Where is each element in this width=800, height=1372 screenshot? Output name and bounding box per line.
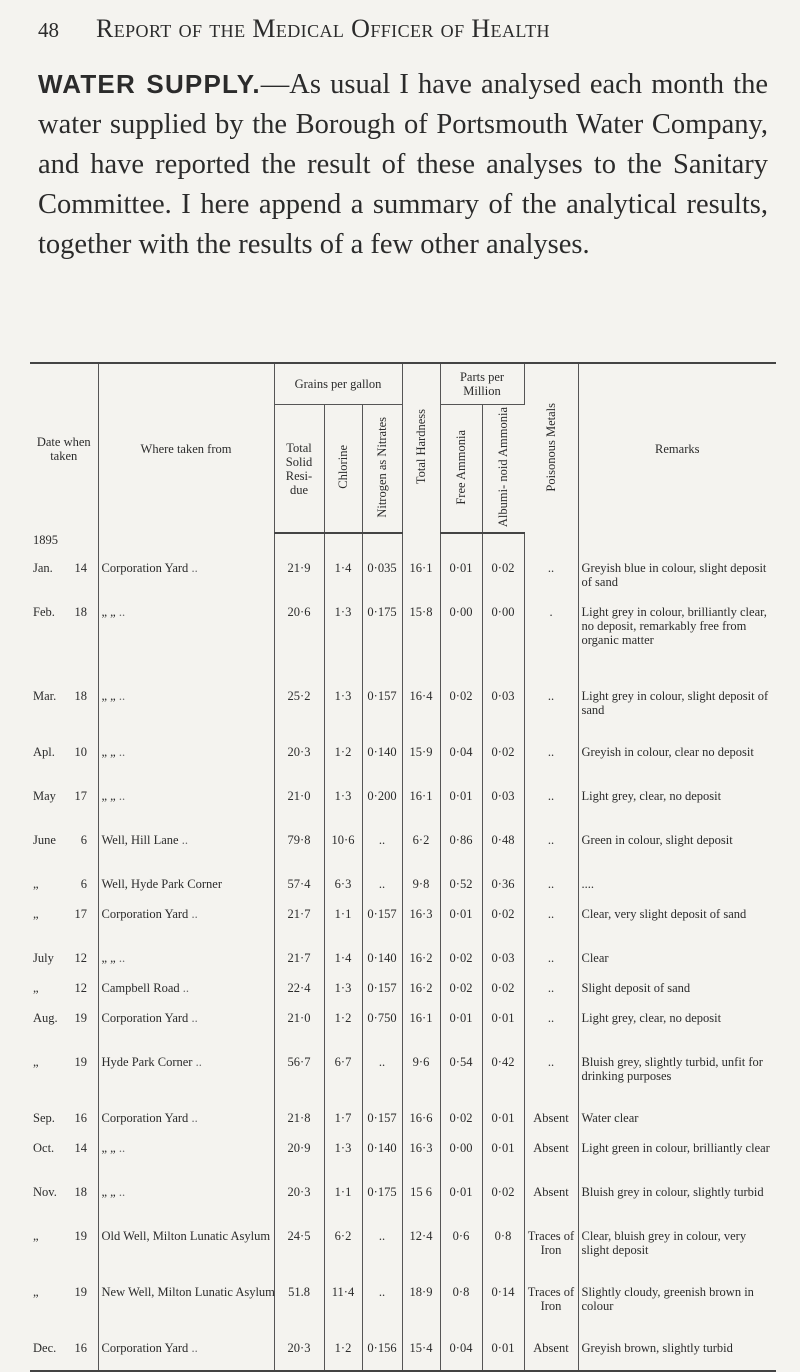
- cell-place-dots: ..: [195, 1055, 202, 1070]
- cell-nitrogen: 0·200: [362, 789, 402, 833]
- cell-chlorine: 1·3: [324, 689, 362, 745]
- cell-poisonous-metals: ..: [524, 689, 578, 745]
- cell-place-dots: ..: [118, 1185, 126, 1200]
- cell-nitrogen: ..: [362, 1285, 402, 1341]
- header-total-solid: Total Solid Resi- due: [274, 405, 324, 534]
- cell-place-text: Well, Hyde Park Corner: [101, 877, 222, 892]
- cell-remarks: ....: [581, 877, 594, 892]
- cell-total-solid: 56·7: [274, 1055, 324, 1111]
- cell-place: [98, 1111, 274, 1141]
- cell-remarks: Greyish brown, slightly turbid: [578, 1341, 776, 1371]
- cell-place-text: „ „: [101, 1185, 116, 1200]
- cell-albuminoid-ammonia: 0·03: [482, 689, 524, 745]
- cell-chlorine: 6·7: [324, 1055, 362, 1111]
- cell-hardness: 9·8: [402, 877, 440, 907]
- cell-albuminoid-ammonia: 0·02: [482, 907, 524, 951]
- cell-free-ammonia: 0·52: [440, 877, 482, 907]
- cell-month: „: [33, 981, 39, 996]
- cell-total-solid: 20·3: [274, 1185, 324, 1229]
- cell-place-text: Corporation Yard: [101, 1111, 189, 1126]
- cell-month: Nov.: [33, 1185, 57, 1200]
- cell-free-ammonia: 0·8: [440, 1285, 482, 1341]
- cell-date: [30, 1055, 98, 1111]
- cell-place: [98, 1055, 274, 1111]
- header-place: Where taken from: [98, 363, 274, 533]
- cell-poisonous-metals: Absent: [524, 1185, 578, 1229]
- header-parts-group: Parts per Million: [440, 363, 524, 405]
- cell-chlorine: 11·4: [324, 1285, 362, 1341]
- cell-total-solid: 57·4: [274, 877, 324, 907]
- cell-month: July: [33, 951, 54, 966]
- cell-albuminoid-ammonia: 0·02: [482, 745, 524, 789]
- cell-place-text: Hyde Park Corner: [101, 1055, 193, 1070]
- cell-nitrogen: ..: [362, 1055, 402, 1111]
- cell-hardness: 12·4: [402, 1229, 440, 1285]
- cell-hardness: 16·2: [402, 951, 440, 981]
- cell-place: [98, 789, 274, 833]
- cell-place: [98, 951, 274, 981]
- cell-nitrogen: 0·157: [362, 689, 402, 745]
- cell-free-ammonia: 0·01: [440, 1011, 482, 1055]
- table-row: [30, 833, 776, 877]
- cell-remarks: Water clear: [581, 1111, 639, 1126]
- header-chlorine: Chlorine: [324, 405, 362, 534]
- cell-day: 19: [74, 1055, 87, 1070]
- cell-place: [98, 1229, 274, 1285]
- header-remarks: Remarks: [578, 363, 776, 533]
- cell-day: 14: [74, 561, 87, 576]
- cell-place-dots: ..: [191, 561, 198, 576]
- cell-albuminoid-ammonia: 0·48: [482, 833, 524, 877]
- cell-place-text: „ „: [101, 605, 116, 620]
- cell-chlorine: 1·3: [324, 605, 362, 689]
- cell-free-ammonia: 0·01: [440, 789, 482, 833]
- cell-remarks: Greyish in colour, clear no deposit: [581, 745, 754, 760]
- cell-date: [30, 951, 98, 981]
- page-header: [0, 0, 800, 60]
- cell-total-solid: 25·2: [274, 689, 324, 745]
- header-grains-group: Grains per gallon: [274, 363, 402, 405]
- table-row: [30, 561, 776, 605]
- cell-day: 16: [74, 1341, 87, 1356]
- cell-date: [30, 1229, 98, 1285]
- table-row: [30, 789, 776, 833]
- intro-paragraph: [38, 64, 768, 265]
- table-row: [30, 1111, 776, 1141]
- cell-chlorine: 1·7: [324, 1111, 362, 1141]
- cell-month: Feb.: [33, 605, 55, 620]
- cell-place-text: Corporation Yard: [101, 561, 189, 576]
- table-row: [30, 1141, 776, 1185]
- cell-nitrogen: 0·175: [362, 605, 402, 689]
- table-row: [30, 745, 776, 789]
- cell-chlorine: 1·2: [324, 1011, 362, 1055]
- cell-date: [30, 789, 98, 833]
- cell-place: [98, 1011, 274, 1055]
- cell-free-ammonia: 0·02: [440, 951, 482, 981]
- table-row: [30, 1185, 776, 1229]
- cell-day: 10: [74, 745, 87, 760]
- cell-day: 18: [74, 1185, 87, 1200]
- cell-total-solid: 21·9: [274, 561, 324, 605]
- cell-month: „: [33, 1229, 39, 1244]
- cell-total-solid: 20·9: [274, 1141, 324, 1185]
- intro-text: —As usual I have analysed each month the water supplied by the Borough of Portsmouth Water Company, and have reported the result of these analyses to the Sanitary Committee. I here append a summary of the analytical results, together with the results of a few other analyses.: [38, 69, 768, 260]
- cell-remarks: Light grey in colour, slight deposit of sand: [581, 689, 769, 718]
- cell-poisonous-metals: .: [524, 605, 578, 689]
- cell-albuminoid-ammonia: 0·14: [482, 1285, 524, 1341]
- table-row: [30, 1285, 776, 1341]
- section-heading: WATER SUPPLY.: [38, 69, 261, 99]
- cell-nitrogen: 0·175: [362, 1185, 402, 1229]
- cell-day: 12: [74, 951, 87, 966]
- cell-place: [98, 605, 274, 689]
- cell-hardness: 9·6: [402, 1055, 440, 1111]
- cell-month: „: [33, 1055, 39, 1070]
- cell-place-text: „ „: [101, 1141, 116, 1156]
- cell-month: Oct.: [33, 1141, 55, 1156]
- cell-place-text: Well, Hill Lane: [101, 833, 179, 848]
- cell-remarks: Green in colour, slight deposit: [581, 833, 733, 848]
- cell-place-text: Corporation Yard: [101, 1341, 189, 1356]
- cell-date: [30, 745, 98, 789]
- cell-total-solid: 21·0: [274, 789, 324, 833]
- cell-chlorine: 1·1: [324, 1185, 362, 1229]
- cell-chlorine: 6·2: [324, 1229, 362, 1285]
- cell-free-ammonia: 0·02: [440, 981, 482, 1011]
- cell-poisonous-metals: ..: [524, 1011, 578, 1055]
- table-row: [30, 951, 776, 981]
- cell-remarks: Clear, very slight deposit of sand: [581, 907, 747, 922]
- cell-poisonous-metals: ..: [524, 561, 578, 605]
- cell-place: [98, 745, 274, 789]
- cell-date: [30, 689, 98, 745]
- cell-free-ammonia: 0·01: [440, 1185, 482, 1229]
- cell-place-text: Old Well, Milton Lunatic Asylum: [101, 1229, 271, 1244]
- cell-day: 18: [74, 689, 87, 704]
- table-row: [30, 907, 776, 951]
- cell-place-text: „ „: [101, 789, 116, 804]
- table-row: [30, 689, 776, 745]
- cell-nitrogen: 0·140: [362, 951, 402, 981]
- cell-free-ammonia: 0·6: [440, 1229, 482, 1285]
- cell-chlorine: 1·3: [324, 1141, 362, 1185]
- year-row: [30, 533, 776, 561]
- cell-poisonous-metals: Traces of Iron: [524, 1229, 578, 1285]
- cell-free-ammonia: 0·00: [440, 1141, 482, 1185]
- cell-free-ammonia: 0·01: [440, 907, 482, 951]
- table-row: [30, 605, 776, 689]
- cell-month: „: [33, 877, 39, 892]
- cell-place-dots: ..: [191, 1111, 198, 1126]
- cell-albuminoid-ammonia: 0·02: [482, 1185, 524, 1229]
- cell-day: 16: [74, 1111, 87, 1126]
- cell-chlorine: 10·6: [324, 833, 362, 877]
- cell-place-text: Corporation Yard: [101, 907, 189, 922]
- cell-place: [98, 1141, 274, 1185]
- water-analysis-table: [30, 362, 776, 1372]
- cell-poisonous-metals: ..: [524, 789, 578, 833]
- cell-total-solid: 20·3: [274, 745, 324, 789]
- table-row: [30, 1011, 776, 1055]
- cell-poisonous-metals: ..: [524, 833, 578, 877]
- cell-total-solid: 79·8: [274, 833, 324, 877]
- cell-hardness: 15·8: [402, 605, 440, 689]
- cell-place: [98, 981, 274, 1011]
- cell-nitrogen: ..: [362, 833, 402, 877]
- cell-chlorine: 1·4: [324, 951, 362, 981]
- cell-place-dots: ..: [191, 1011, 198, 1026]
- cell-total-solid: 20·6: [274, 605, 324, 689]
- cell-remarks: Bluish grey, slightly turbid, unfit for drinking purposes: [581, 1055, 763, 1084]
- cell-hardness: 15·9: [402, 745, 440, 789]
- cell-date: [30, 1341, 98, 1371]
- cell-place-text: „ „: [101, 745, 116, 760]
- cell-month: „: [33, 1285, 39, 1300]
- cell-total-solid: 21·7: [274, 951, 324, 981]
- cell-nitrogen: 0·750: [362, 1011, 402, 1055]
- cell-remarks: Slightly cloudy, greenish brown in colour: [581, 1285, 754, 1314]
- cell-total-solid: 51.8: [274, 1285, 324, 1341]
- cell-place: [98, 833, 274, 877]
- header-albuminoid-ammonia: Albumi- noid Ammonia: [482, 405, 524, 534]
- cell-day: 18: [74, 605, 87, 620]
- cell-nitrogen: ..: [362, 1229, 402, 1285]
- cell-albuminoid-ammonia: 0·8: [482, 1229, 524, 1285]
- cell-albuminoid-ammonia: 0·03: [482, 789, 524, 833]
- cell-place-dots: ..: [118, 745, 126, 760]
- cell-poisonous-metals: ..: [524, 951, 578, 981]
- cell-nitrogen: ..: [362, 877, 402, 907]
- cell-hardness: 6·2: [402, 833, 440, 877]
- cell-date: [30, 1011, 98, 1055]
- cell-poisonous-metals: ..: [524, 907, 578, 951]
- cell-total-solid: 21·8: [274, 1111, 324, 1141]
- cell-remarks: Bluish grey in colour, slightly turbid: [581, 1185, 764, 1200]
- cell-remarks: Light grey in colour, brilliantly clear, no deposit, remarkably free from organic matter: [581, 605, 767, 648]
- cell-poisonous-metals: ..: [524, 1055, 578, 1111]
- cell-place-dots: ..: [118, 1141, 126, 1156]
- cell-total-solid: 21·0: [274, 1011, 324, 1055]
- table-row: [30, 877, 776, 907]
- table-row: [30, 1055, 776, 1111]
- cell-hardness: 16·1: [402, 789, 440, 833]
- cell-albuminoid-ammonia: 0·36: [482, 877, 524, 907]
- cell-remarks: Clear, bluish grey in colour, very slight deposit: [581, 1229, 747, 1258]
- cell-place-dots: ..: [191, 907, 198, 922]
- cell-nitrogen: 0·140: [362, 1141, 402, 1185]
- cell-place-text: „ „: [101, 689, 116, 704]
- cell-hardness: 16·2: [402, 981, 440, 1011]
- cell-date: [30, 1141, 98, 1185]
- cell-total-solid: 24·5: [274, 1229, 324, 1285]
- cell-remarks: Greyish blue in colour, slight deposit of sand: [581, 561, 767, 590]
- cell-day: 19: [74, 1285, 87, 1300]
- cell-place-dots: ..: [118, 605, 126, 620]
- header-free-ammonia: Free Ammonia: [440, 405, 482, 534]
- cell-month: Mar.: [33, 689, 57, 704]
- cell-hardness: 16·3: [402, 907, 440, 951]
- cell-place-text: „ „: [101, 951, 116, 966]
- cell-place-dots: ..: [191, 1341, 198, 1356]
- cell-albuminoid-ammonia: 0·42: [482, 1055, 524, 1111]
- cell-month: Sep.: [33, 1111, 55, 1126]
- cell-hardness: 16·6: [402, 1111, 440, 1141]
- cell-nitrogen: 0·156: [362, 1341, 402, 1371]
- cell-poisonous-metals: Absent: [524, 1111, 578, 1141]
- cell-poisonous-metals: ..: [524, 745, 578, 789]
- cell-albuminoid-ammonia: 0·01: [482, 1141, 524, 1185]
- running-title: Report of the Medical Officer of Health: [96, 14, 550, 43]
- cell-free-ammonia: 0·04: [440, 745, 482, 789]
- cell-chlorine: 1·2: [324, 745, 362, 789]
- cell-albuminoid-ammonia: 0·01: [482, 1341, 524, 1371]
- header-date: Date when taken: [30, 363, 98, 533]
- cell-day: 6: [80, 877, 87, 892]
- cell-day: 14: [74, 1141, 87, 1156]
- cell-remarks: Light grey, clear, no deposit: [581, 789, 722, 804]
- cell-hardness: 15·4: [402, 1341, 440, 1371]
- header-metals: Poisonous Metals: [524, 363, 578, 533]
- cell-free-ammonia: 0·01: [440, 561, 482, 605]
- cell-month: Dec.: [33, 1341, 57, 1356]
- cell-place-text: Corporation Yard: [101, 1011, 189, 1026]
- cell-free-ammonia: 0·04: [440, 1341, 482, 1371]
- cell-month: Jan.: [33, 561, 53, 576]
- cell-date: [30, 561, 98, 605]
- cell-place-dots: ..: [181, 833, 188, 848]
- cell-hardness: 16·1: [402, 561, 440, 605]
- cell-albuminoid-ammonia: 0·02: [482, 981, 524, 1011]
- cell-place-dots: ..: [118, 951, 126, 966]
- cell-free-ammonia: 0·86: [440, 833, 482, 877]
- cell-date: [30, 605, 98, 689]
- cell-day: 19: [74, 1229, 87, 1244]
- cell-date: [30, 877, 98, 907]
- cell-nitrogen: 0·157: [362, 1111, 402, 1141]
- header-hardness: Total Hardness: [402, 363, 440, 533]
- cell-total-solid: 21·7: [274, 907, 324, 951]
- cell-date: [30, 1111, 98, 1141]
- cell-place: [98, 1285, 274, 1341]
- cell-poisonous-metals: Absent: [524, 1341, 578, 1371]
- cell-date: [30, 981, 98, 1011]
- cell-date: [30, 833, 98, 877]
- cell-place-text: Campbell Road: [101, 981, 180, 996]
- cell-month: Apl.: [33, 745, 55, 760]
- cell-month: June: [33, 833, 56, 848]
- cell-date: [30, 1185, 98, 1229]
- cell-chlorine: 1·3: [324, 789, 362, 833]
- cell-chlorine: 1·4: [324, 561, 362, 605]
- cell-chlorine: 1·1: [324, 907, 362, 951]
- cell-place-dots: ..: [182, 981, 189, 996]
- table-row: [30, 1229, 776, 1285]
- cell-month: May: [33, 789, 56, 804]
- cell-nitrogen: 0·035: [362, 561, 402, 605]
- cell-remarks: Light green in colour, brilliantly clear: [581, 1141, 770, 1156]
- cell-total-solid: 22·4: [274, 981, 324, 1011]
- cell-hardness: 15 6: [402, 1185, 440, 1229]
- cell-nitrogen: 0·140: [362, 745, 402, 789]
- cell-total-solid: 20·3: [274, 1341, 324, 1371]
- cell-free-ammonia: 0·00: [440, 605, 482, 689]
- cell-hardness: 16·1: [402, 1011, 440, 1055]
- cell-place-dots: ..: [118, 789, 126, 804]
- cell-free-ammonia: 0·54: [440, 1055, 482, 1111]
- cell-chlorine: 1·3: [324, 981, 362, 1011]
- cell-day: 19: [74, 1011, 87, 1026]
- cell-chlorine: 6·3: [324, 877, 362, 907]
- cell-albuminoid-ammonia: 0·03: [482, 951, 524, 981]
- cell-albuminoid-ammonia: 0·01: [482, 1111, 524, 1141]
- cell-day: 17: [74, 907, 87, 922]
- cell-date: [30, 1285, 98, 1341]
- cell-nitrogen: 0·157: [362, 907, 402, 951]
- cell-poisonous-metals: ..: [524, 981, 578, 1011]
- cell-place: [98, 1341, 274, 1371]
- cell-place: [98, 561, 274, 605]
- header-nitrogen: Nitrogen as Nitrates: [362, 405, 402, 534]
- cell-hardness: 16·3: [402, 1141, 440, 1185]
- page-number: 48: [38, 18, 59, 42]
- cell-place-dots: ..: [118, 689, 126, 704]
- cell-place: [98, 877, 274, 907]
- cell-remarks: Light grey, clear, no deposit: [581, 1011, 722, 1026]
- cell-place: [98, 1185, 274, 1229]
- cell-date: [30, 907, 98, 951]
- cell-hardness: 16·4: [402, 689, 440, 745]
- cell-albuminoid-ammonia: 0·01: [482, 1011, 524, 1055]
- cell-place-text: New Well, Milton Lunatic Asylum: [101, 1285, 275, 1300]
- cell-chlorine: 1·2: [324, 1341, 362, 1371]
- cell-remarks: Clear: [581, 951, 609, 966]
- table-row: [30, 1341, 776, 1371]
- cell-remarks: Slight deposit of sand: [581, 981, 691, 996]
- cell-place: [98, 907, 274, 951]
- year-label: 1895: [30, 533, 98, 561]
- cell-day: 12: [74, 981, 87, 996]
- cell-poisonous-metals: Traces of Iron: [524, 1285, 578, 1341]
- cell-free-ammonia: 0·02: [440, 1111, 482, 1141]
- cell-albuminoid-ammonia: 0·00: [482, 605, 524, 689]
- cell-poisonous-metals: ..: [524, 877, 578, 907]
- cell-hardness: 18·9: [402, 1285, 440, 1341]
- cell-month: „: [33, 907, 39, 922]
- cell-poisonous-metals: Absent: [524, 1141, 578, 1185]
- cell-day: 17: [74, 789, 87, 804]
- table-row: [30, 981, 776, 1011]
- cell-nitrogen: 0·157: [362, 981, 402, 1011]
- cell-place: [98, 689, 274, 745]
- cell-month: Aug.: [33, 1011, 58, 1026]
- cell-free-ammonia: 0·02: [440, 689, 482, 745]
- cell-albuminoid-ammonia: 0·02: [482, 561, 524, 605]
- cell-day: 6: [80, 833, 87, 848]
